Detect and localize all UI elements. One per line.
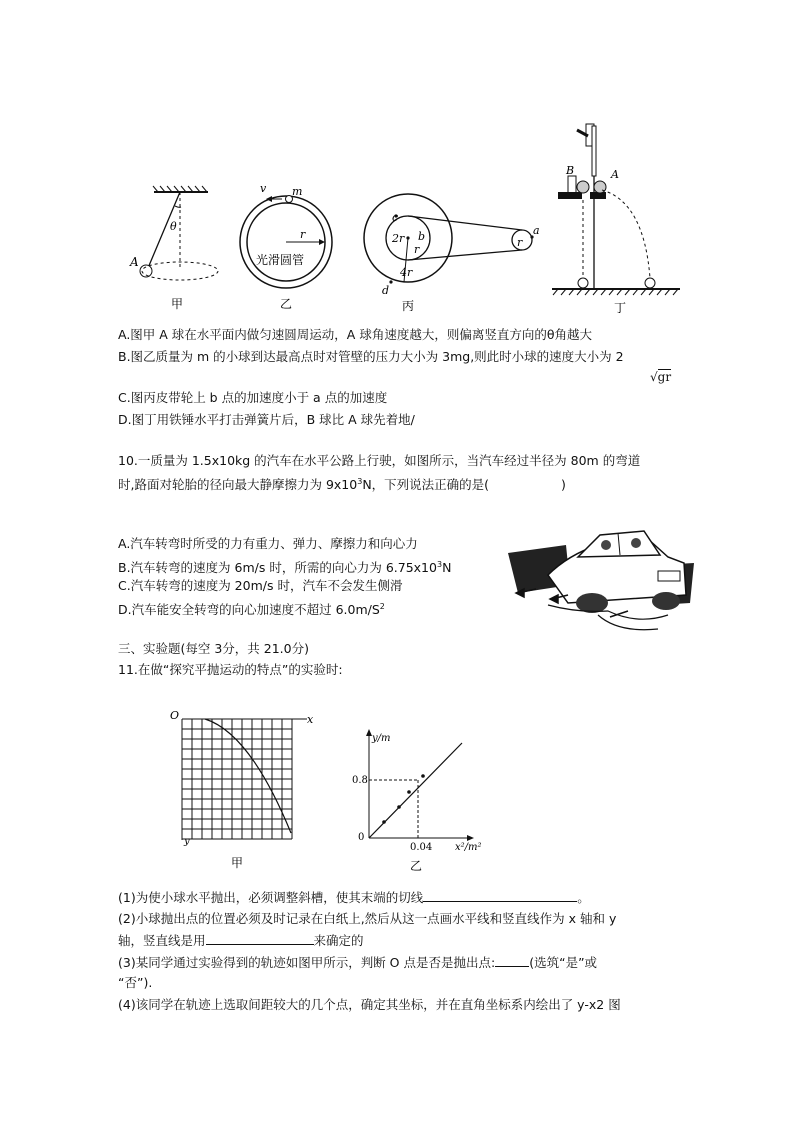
q11-stem: 11.在做“探究平抛运动的特点”的实验时: [118, 662, 343, 677]
q11-part1 [118, 888, 590, 907]
label-4r: 4r [400, 266, 413, 279]
ylabel: y/m [372, 733, 391, 744]
section3-heading: 三、实验题(每空 3分，共 21.0分) [118, 641, 309, 656]
q10-optb-pre: B.汽车转弯的速度为 6m/s 时，所需的向心力为 6.75x10 [118, 560, 437, 576]
q11-p3-blank[interactable] [495, 953, 529, 967]
label-theta: θ [170, 220, 177, 233]
q11-p2-blank[interactable] [206, 931, 314, 945]
q10-option-a: A.汽车转弯时所受的力有重力、弹力、摩擦力和向心力 [118, 536, 418, 551]
label-a: a [533, 224, 540, 237]
data-point [407, 790, 411, 794]
figure-ding-hammer-experiment [552, 120, 682, 316]
q10-stem2-post: N，下列说法正确的是( [362, 477, 490, 493]
data-point [397, 805, 401, 809]
q11-figure-jia-grid [165, 705, 315, 875]
q11-part4: (4)该同学在轨迹上选取间距较大的几个点，确定其坐标，并在直角坐标系内绘出了 y-x2 图 [118, 997, 621, 1012]
q10-stem2-sup: 3 [357, 477, 363, 486]
q10-stem-line2 [118, 473, 566, 494]
caption-jia: 甲 [231, 856, 244, 870]
ytick: 0.8 [352, 775, 368, 786]
q10-option-b [118, 556, 451, 577]
caption-yi: 乙 [410, 859, 423, 873]
q10-option-c: C.汽车转弯的速度为 20m/s 时，汽车不会发生侧滑 [118, 578, 403, 593]
q11-p2-pre: 轴，竖直线是用 [118, 933, 206, 948]
q11-part2-line2 [118, 931, 364, 950]
q9-option-b-sqrt: √gr [650, 370, 672, 384]
label-y: y [184, 836, 190, 847]
q9-option-a: A.图甲 A 球在水平面内做匀速圆周运动，A 球角速度越大，则偏离竖直方向的θ角越大 [118, 327, 592, 342]
label-v: v [260, 182, 267, 195]
label-r: r [300, 228, 306, 241]
q9-option-b-text: B.图乙质量为 m 的小球到达最高点时对管壁的压力大小为 3mg,则此时小球的速度大小为 2 [118, 349, 624, 364]
caption-yi: 乙 [280, 297, 293, 311]
label-2r: 2r [392, 232, 405, 245]
q11-p1-post: 。 [577, 890, 590, 905]
q11-p3-post: (选筑“是”或 [529, 955, 598, 970]
label-c: c [392, 211, 399, 224]
q10-optd-sup: 2 [379, 602, 385, 611]
q9-option-c: C.图丙皮带轮上 b 点的加速度小于 a 点的加速度 [118, 390, 388, 405]
q11-figure-yi-linear-plot [352, 725, 492, 875]
origin: 0 [358, 832, 365, 843]
data-point [421, 774, 425, 778]
q10-option-d [118, 598, 385, 619]
data-point [382, 820, 386, 824]
label-O: O [170, 709, 180, 722]
q11-p2-post: 来确定的 [313, 933, 364, 948]
xtick: 0.04 [410, 842, 433, 853]
figure-bing-belt-pulleys [362, 190, 542, 315]
q10-optb-post: N [442, 560, 452, 576]
label-A: A [130, 255, 139, 269]
label-d: d [382, 284, 390, 297]
q11-part2-line1: (2)小球抛出点的位置必须及时记录在白纸上,然后从这一点画水平线和竖直线作为 x 轴和 y [118, 911, 617, 926]
car-turning-picture [508, 515, 698, 635]
q10-optb-sup: 3 [436, 560, 443, 569]
figure-jia-conical-pendulum [120, 180, 220, 315]
caption-bing: 丙 [402, 299, 415, 313]
q10-stem-line1: 10.一质量为 1.5x10kg 的汽车在水平公路上行驶，如图所示，当汽车经过半径为 80m 的弯道 [118, 453, 641, 468]
q10-stem2-pre: 时,路面对轮胎的径向最大静摩擦力为 9x10 [118, 477, 358, 493]
q11-part3-line2: “否”). [118, 975, 153, 990]
q10-stem2-close: ) [561, 477, 566, 493]
label-b: b [418, 230, 426, 243]
caption-ding: 丁 [614, 301, 627, 315]
tube-text: 光滑圆管 [256, 253, 305, 267]
q11-part3-line1 [118, 953, 597, 972]
q11-p1-blank[interactable] [423, 888, 577, 902]
ball-b [577, 181, 589, 193]
q9-option-b [118, 348, 624, 366]
q11-p3-pre: (3)某同学通过实验得到的轨迹如图甲所示，判断 O 点是否是抛出点: [118, 955, 496, 970]
label-x: x [307, 713, 314, 726]
q10-optd-pre: D.汽车能安全转弯的向心加速度不超过 6.0m/S [118, 602, 380, 618]
label-r-inner: r [414, 243, 420, 256]
label-B: B [566, 164, 575, 177]
q11-p1-pre: (1)为使小球水平抛出，必须调整斜槽，使其末端的切线 [118, 890, 424, 905]
figure-yi-smooth-tube [236, 178, 336, 315]
xlabel: x²/m² [455, 842, 482, 853]
q9-option-d: D.图丁用铁锤水平打击弹簧片后，B 球比 A 球先着地/ [118, 412, 415, 427]
label-A: A [611, 168, 619, 181]
label-r-small: r [517, 236, 523, 249]
q10-answer-blank[interactable] [489, 476, 561, 489]
label-m: m [292, 185, 303, 198]
caption-jia: 甲 [171, 297, 184, 311]
sqrt-radicand: gr [657, 370, 672, 384]
